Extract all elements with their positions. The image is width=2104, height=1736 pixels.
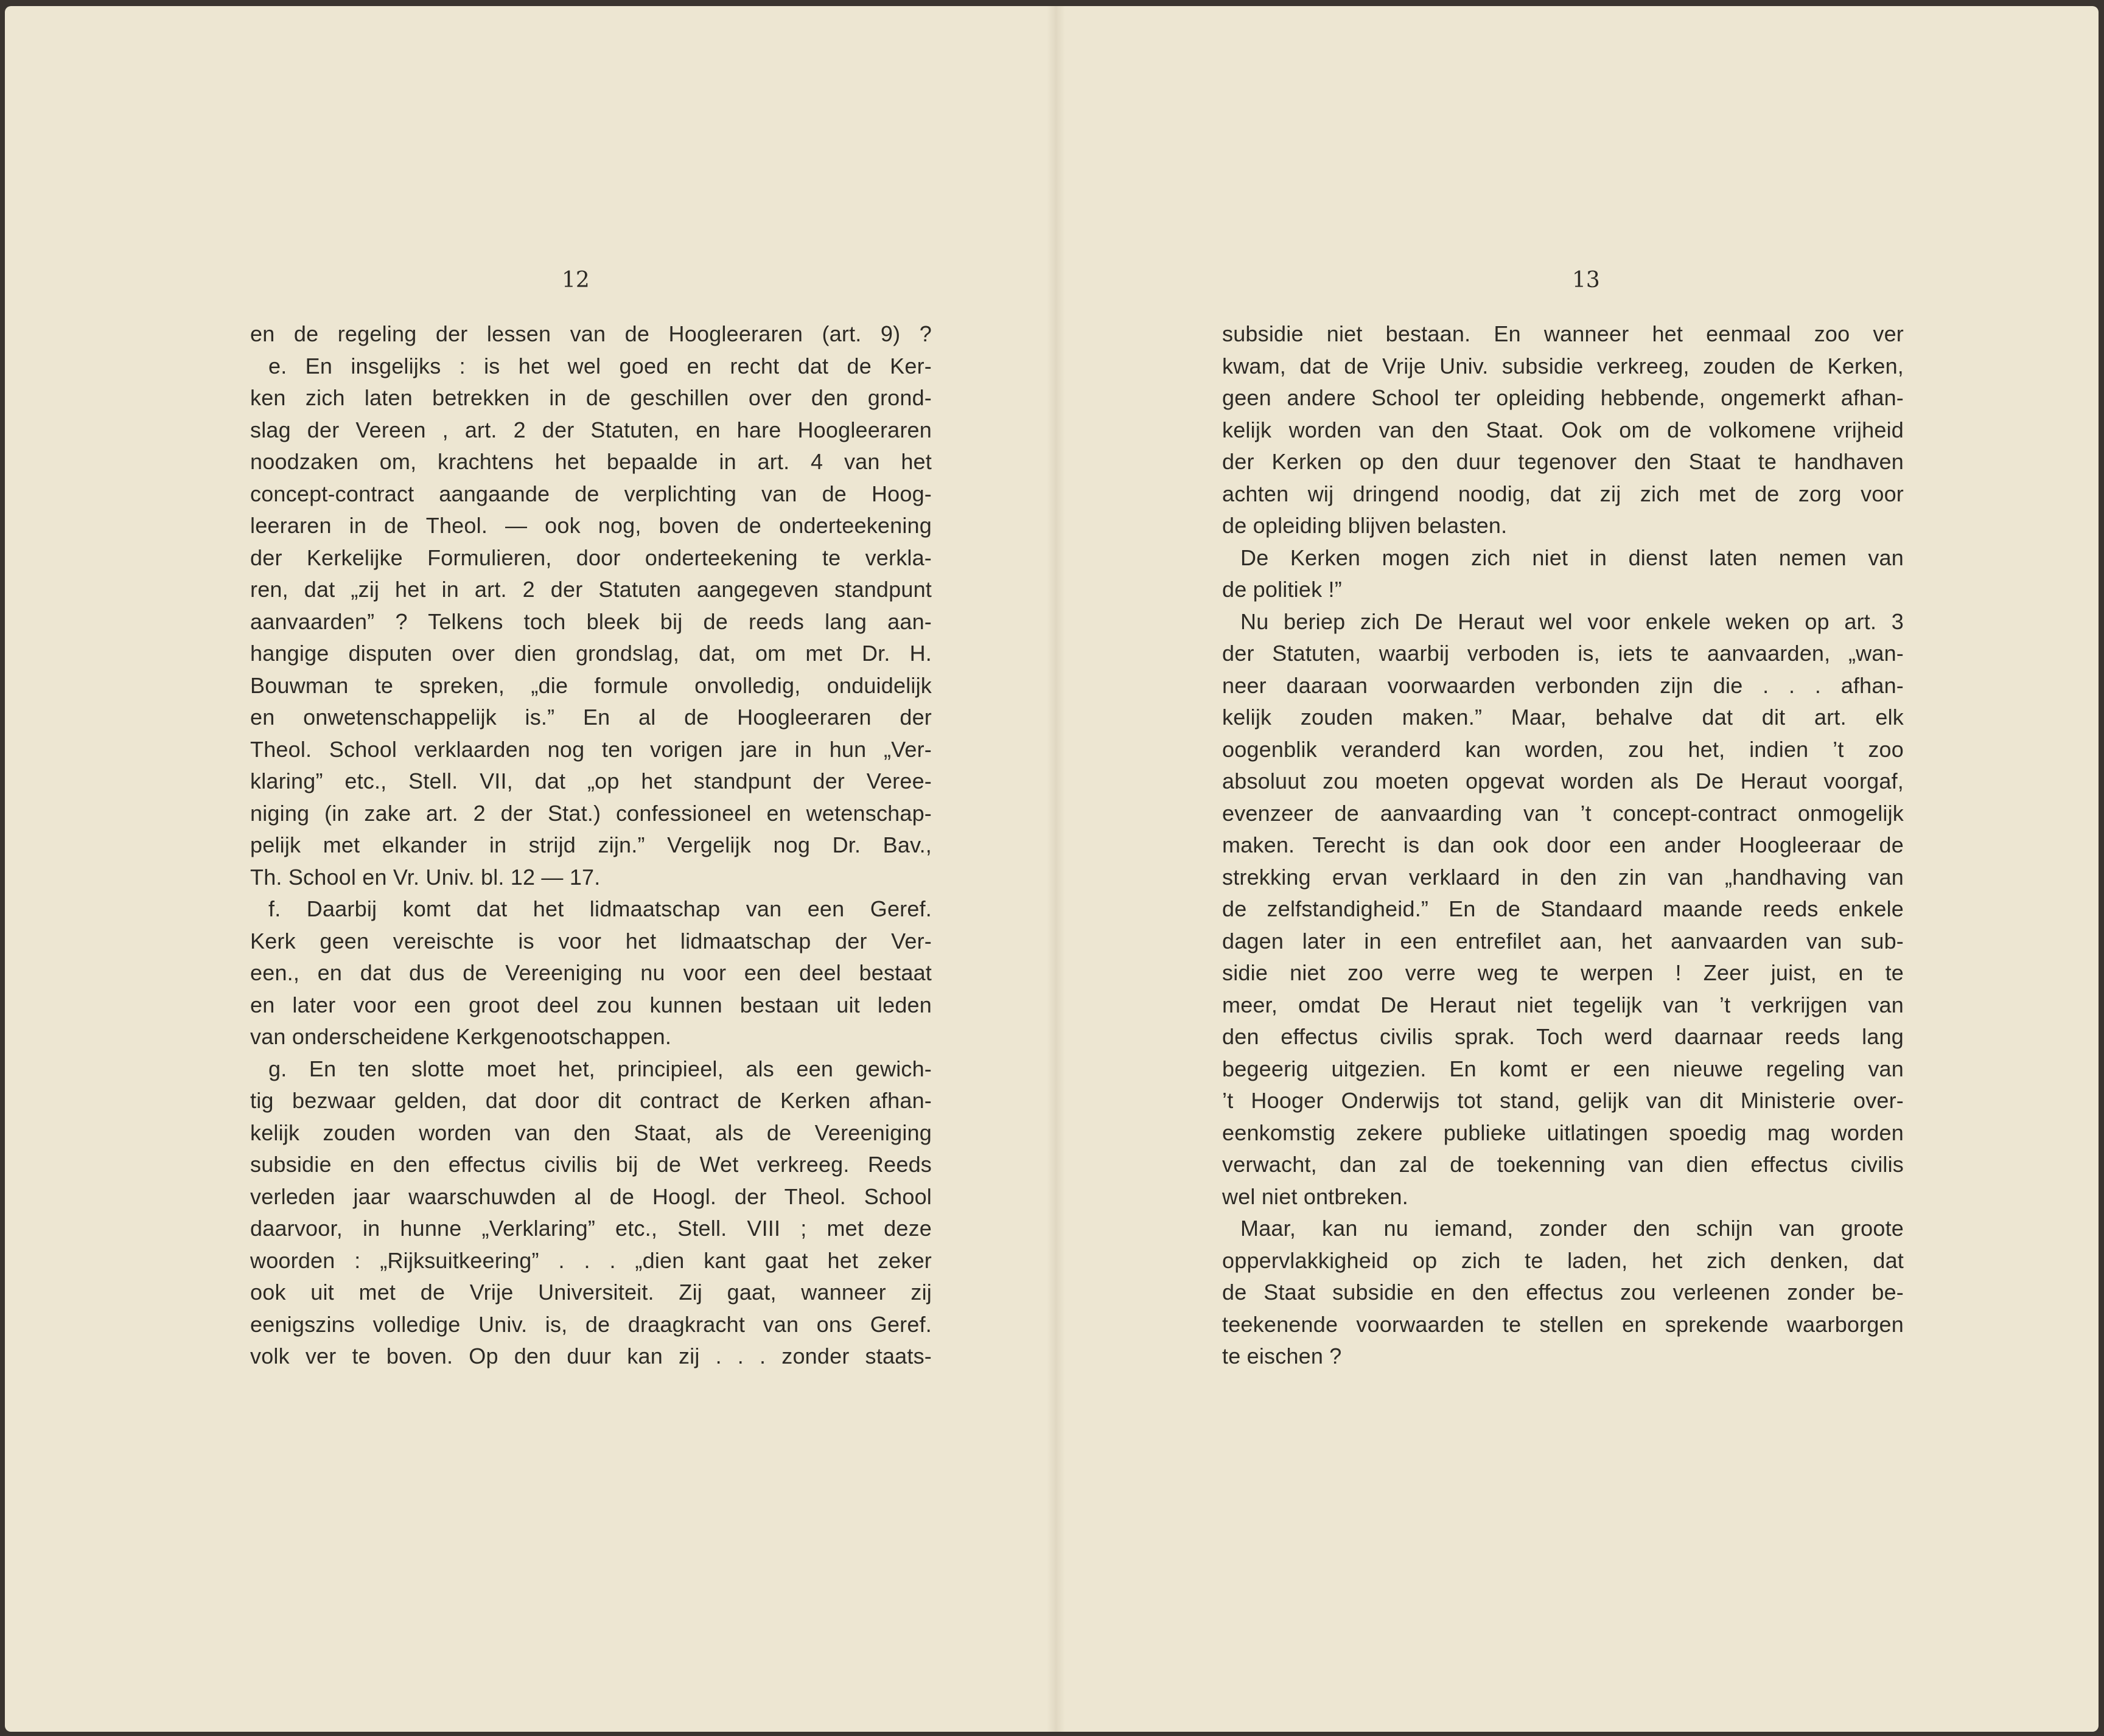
text-line: kelijk zouden worden van den Staat, als de Vereeniging <box>250 1120 932 1145</box>
text-line: subsidie en den effectus civilis bij de Wet verkreeg. Reeds <box>250 1152 932 1177</box>
text-line: de politiek !” <box>1222 577 1342 602</box>
text-line: woorden : „Rijksuitkeering” . . . „dien kant gaat het zeker <box>250 1247 932 1273</box>
text-line: te eischen ? <box>1222 1344 1342 1368</box>
page-body <box>1222 318 1904 1373</box>
text-line: der Statuten, waarbij verboden is, iets te aanvaarden, „wan- <box>1222 641 1904 666</box>
text-line: ren, dat „zij het in art. 2 der Statuten aangegeven standpunt <box>250 577 932 602</box>
text-line: e. En insgelijks : is het wel goed en recht dat de Ker- <box>268 353 932 378</box>
page-right <box>1052 6 2099 1732</box>
text-line: Nu beriep zich De Heraut wel voor enkele weken op art. 3 <box>1240 608 1904 634</box>
text-line: g. En ten slotte moet het, principieel, als een gewich- <box>268 1056 932 1081</box>
text-line: de opleiding blijven belasten. <box>1222 513 1508 538</box>
text-line: eenigszins volledige Univ. is, de draagkracht van ons Geref. <box>250 1311 932 1337</box>
text-line: klaring” etc., Stell. VII, dat „op het standpunt der Veree- <box>250 769 932 793</box>
text-line: Maar, kan nu iemand, zonder den schijn van groote <box>1240 1216 1904 1241</box>
text-line: maken. Terecht is dan ook door een ander Hoogleeraar de <box>1222 832 1904 857</box>
text-line: achten wij dringend noodig, dat zij zich met de zorg voor <box>1222 481 1904 506</box>
text-line: f. Daarbij komt dat het lidmaatschap van een Geref. <box>268 896 932 921</box>
text-line: den effectus civilis sprak. Toch werd daarnaar reeds lang <box>1222 1024 1904 1049</box>
text-line: kwam, dat de Vrije Univ. subsidie verkreeg, zouden de Kerken, <box>1222 353 1904 378</box>
text-line: een., en dat dus de Vereeniging nu voor een deel bestaat <box>250 960 932 985</box>
text-line: kelijk worden van den Staat. Ook om de volkomene vrijheid <box>1222 417 1904 442</box>
text-line: oogenblik veranderd kan worden, zou het, indien ’t zoo <box>1222 736 1904 762</box>
text-line: geen andere School ter opleiding hebbende, ongemerkt afhan- <box>1222 385 1904 410</box>
text-line: evenzeer de aanvaarding van ’t concept-contract onmogelijk <box>1222 800 1904 826</box>
text-line: Theol. School verklaarden nog ten vorigen jare in hun „Ver- <box>250 736 932 762</box>
text-line: ken zich laten betrekken in de geschillen over den grond- <box>250 385 932 410</box>
text-line: niging (in zake art. 2 der Stat.) confessioneel en wetenschap- <box>250 800 932 826</box>
text-line: der Kerkelijke Formulieren, door onderteekening te verkla- <box>250 545 932 570</box>
text-line: neer daaraan voorwaarden verbonden zijn die . . . afhan- <box>1222 672 1904 698</box>
page-number: 12 <box>562 268 590 293</box>
page-number: 13 <box>1572 268 1600 293</box>
book-spread <box>5 6 2099 1732</box>
text-line: concept-contract aangaande de verplichting van de Hoog- <box>250 481 932 506</box>
page-body <box>250 318 932 1373</box>
text-line: daarvoor, in hunne „Verklaring” etc., Stell. VIII ; met deze <box>250 1216 932 1241</box>
text-line: kelijk zouden maken.” Maar, behalve dat dit art. elk <box>1222 705 1904 730</box>
text-line: leeraren in de Theol. — ook nog, boven de onderteekening <box>250 513 932 538</box>
text-line: strekking ervan verklaard in den zin van „handhaving van <box>1222 864 1904 890</box>
text-line: ’t Hooger Onderwijs tot stand, gelijk van dit Ministerie over- <box>1222 1088 1904 1113</box>
text-line: en onwetenschappelijk is.” En al de Hoogleeraren der <box>250 705 932 730</box>
text-line: aanvaarden” ? Telkens toch bleek bij de reeds lang aan- <box>250 608 932 634</box>
page-left <box>5 6 1052 1732</box>
text-line: Kerk geen vereischte is voor het lidmaatschap der Ver- <box>250 928 932 953</box>
text-line: hangige disputen over dien grondslag, dat, om met Dr. H. <box>250 641 932 666</box>
text-line: slag der Vereen , art. 2 der Statuten, en hare Hoogleeraren <box>250 417 932 442</box>
text-line: noodzaken om, krachtens het bepaalde in art. 4 van het <box>250 449 932 474</box>
text-line: subsidie niet bestaan. En wanneer het eenmaal zoo ver <box>1222 321 1904 346</box>
text-line: Bouwman te spreken, „die formule onvolledig, onduidelijk <box>250 672 932 698</box>
text-line: ook uit met de Vrije Universiteit. Zij gaat, wanneer zij <box>250 1280 932 1305</box>
text-line: der Kerken op den duur tegenover den Staat te handhaven <box>1222 449 1904 474</box>
text-line: sidie niet zoo verre weg te werpen ! Zeer juist, en te <box>1222 960 1904 985</box>
text-line: volk ver te boven. Op den duur kan zij . . . zonder staats- <box>250 1344 932 1368</box>
text-line: meer, omdat De Heraut niet tegelijk van ’t verkrijgen van <box>1222 992 1904 1017</box>
text-line: Th. School en Vr. Univ. bl. 12 — 17. <box>250 864 601 890</box>
text-line: absoluut zou moeten opgevat worden als De Heraut voorgaf, <box>1222 769 1904 793</box>
text-line: en later voor een groot deel zou kunnen bestaan uit leden <box>250 992 932 1017</box>
text-line: tig bezwaar gelden, dat door dit contract de Kerken afhan- <box>250 1088 932 1113</box>
text-line: verwacht, dan zal de toekenning van dien effectus civilis <box>1222 1152 1904 1177</box>
text-line: en de regeling der lessen van de Hoogleeraren (art. 9) ? <box>250 321 932 346</box>
text-line: begeerig uitgezien. En komt er een nieuwe regeling van <box>1222 1056 1904 1081</box>
text-line: pelijk met elkander in strijd zijn.” Vergelijk nog Dr. Bav., <box>250 832 932 857</box>
text-line: van onderscheidene Kerkgenootschappen. <box>250 1024 672 1049</box>
text-line: wel niet ontbreken. <box>1222 1183 1408 1209</box>
text-line: De Kerken mogen zich niet in dienst laten nemen van <box>1240 545 1904 570</box>
text-line: oppervlakkigheid op zich te laden, het zich denken, dat <box>1222 1247 1904 1273</box>
text-line: verleden jaar waarschuwden al de Hoogl. der Theol. School <box>250 1183 932 1209</box>
text-line: de zelfstandigheid.” En de Standaard maande reeds enkele <box>1222 896 1904 921</box>
text-line: de Staat subsidie en den effectus zou verleenen zonder be- <box>1222 1280 1904 1305</box>
text-line: teekenende voorwaarden te stellen en sprekende waarborgen <box>1222 1311 1904 1337</box>
text-line: eenkomstig zekere publieke uitlatingen spoedig mag worden <box>1222 1120 1904 1145</box>
text-line: dagen later in een entrefilet aan, het aanvaarden van sub- <box>1222 928 1904 953</box>
